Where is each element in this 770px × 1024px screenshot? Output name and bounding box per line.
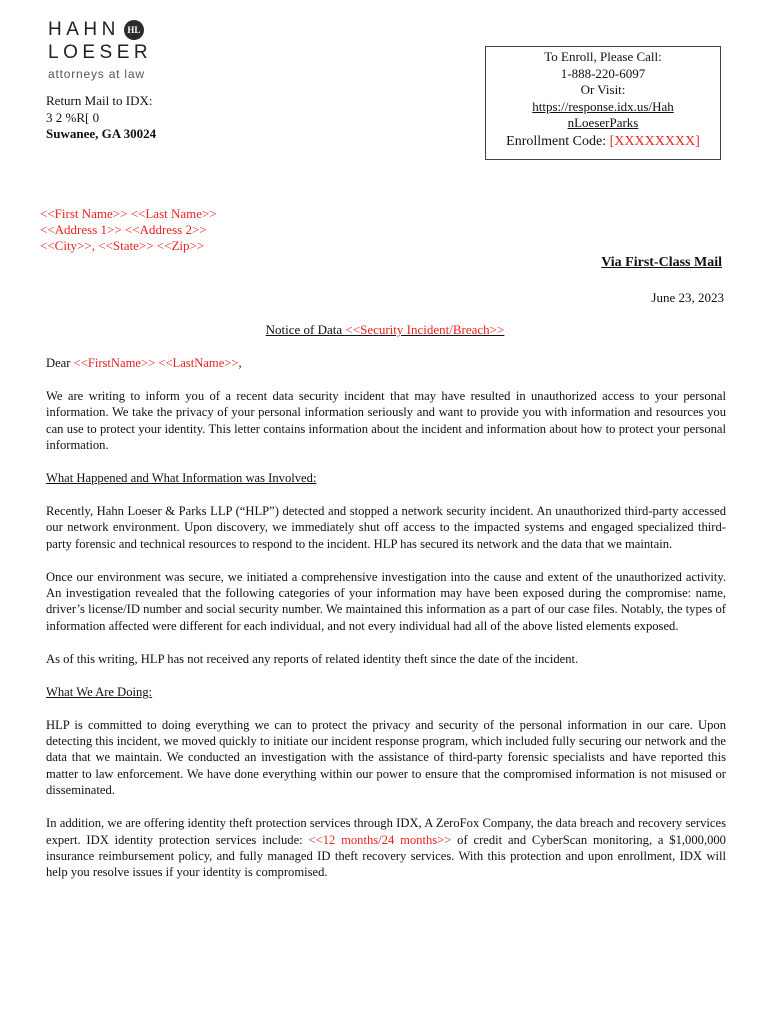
paragraph-happened-1: Recently, Hahn Loeser & Parks LLP (“HLP”) detected and stopped a network security incident. An unauthorized third-party accessed our network environment. Upon discovery, we immediately shut off access to the impacted systems and engaged specialized third-party forensic and technical resources to respond to the incident. HLP has secured its network and the data that we maintain. <box>46 503 726 551</box>
letter-subject <box>0 322 770 338</box>
subject-prefix: Notice of Data <box>265 322 346 337</box>
enrollment-code-label: Enrollment Code: <box>506 133 610 149</box>
firm-logo <box>48 18 188 81</box>
recipient-address <box>40 206 217 254</box>
enroll-phone: 1-888-220-6097 <box>560 65 646 81</box>
return-address-line1: Return Mail to IDX: <box>46 93 153 108</box>
letter-body <box>46 355 726 897</box>
enroll-url-part2[interactable]: nLoeserParks <box>567 115 639 130</box>
salutation-suffix: , <box>238 356 242 370</box>
logo-hl-badge: HL <box>124 20 144 40</box>
recipient-line1: <<First Name>> <<Last Name>> <box>40 206 217 221</box>
return-address <box>46 93 156 143</box>
logo-word-hahn: HAHN <box>48 19 120 40</box>
enroll-call-label: To Enroll, Please Call: <box>544 49 662 64</box>
salutation <box>46 355 726 371</box>
heading-what-we-are-doing: What We Are Doing: <box>46 684 153 699</box>
return-address-line2: 3 2 %R[ 0 <box>46 109 100 125</box>
heading-what-happened: What Happened and What Information was Involved: <box>46 471 317 486</box>
recipient-line3: <<City>>, <<State>> <<Zip>> <box>40 238 205 253</box>
doing-2-before: In addition, we are offering identity theft protection services through IDX, A ZeroFox Company, the data breach and recovery services expert. IDX identity protection services include: <box>46 816 726 847</box>
doing-2-placeholder: <<12 months/24 months>> <box>308 832 452 847</box>
doing-2-after: of credit and CyberScan monitoring, a $1,000,000 insurance reimbursement policy, and fully managed ID theft recovery services. With this protection and upon enrollment, IDX will help you resolve issues if your identity is compromised. <box>46 832 726 880</box>
salutation-placeholder: <<FirstName>> <<LastName>> <box>73 356 239 370</box>
enrollment-box <box>485 46 721 160</box>
paragraph-happened-3: As of this writing, HLP has not received any reports of related identity theft since the date of the incident. <box>46 651 579 666</box>
logo-tagline: attorneys at law <box>48 67 145 81</box>
subject-placeholder: <<Security Incident/Breach>> <box>345 322 505 337</box>
via-first-class-mail: Via First-Class Mail <box>601 255 722 270</box>
paragraph-intro: We are writing to inform you of a recent data security incident that may have resulted in unauthorized access to your personal information. We take the privacy of your personal information seriously and want to provide you with information and resources you can use to protect your identity. This letter contains information about the incident and information about how to protect your personal information. <box>46 388 726 453</box>
return-address-line3: Suwanee, GA 30024 <box>46 126 157 141</box>
salutation-prefix: Dear <box>46 356 74 370</box>
letter-date: June 23, 2023 <box>651 290 724 305</box>
paragraph-doing-1: HLP is committed to doing everything we can to protect the privacy and security of the personal information in our care. Upon detecting this incident, we moved quickly to initiate our incident response program, which included fully securing our network and the data that we maintain. We conducted an investigation with the assistance of third-party forensic specialists and have reported this matter to law enforcement. We have done everything within our power to ensure that the compromised information is not misused or disseminated. <box>46 717 726 798</box>
recipient-line2: <<Address 1>> <<Address 2>> <box>40 222 207 237</box>
logo-word-loeser: LOESER <box>48 42 153 63</box>
enroll-url-part1[interactable]: https://response.idx.us/Hah <box>532 98 674 114</box>
enrollment-code-value: [XXXXXXXX] <box>609 133 700 149</box>
paragraph-doing-2 <box>46 815 726 881</box>
paragraph-happened-2: Once our environment was secure, we initiated a comprehensive investigation into the cause and extent of the unauthorized activity. An investigation revealed that the following categories of your information may have been exposed during the compromise: name, driver’s license/ID number and social security number. We maintained this information as a part of our case files. Notably, the types of information affected were different for each individual, and not every individual had all of the above listed elements exposed. <box>46 569 726 633</box>
enroll-visit-label: Or Visit: <box>580 82 626 97</box>
enrollment-code <box>486 134 720 151</box>
